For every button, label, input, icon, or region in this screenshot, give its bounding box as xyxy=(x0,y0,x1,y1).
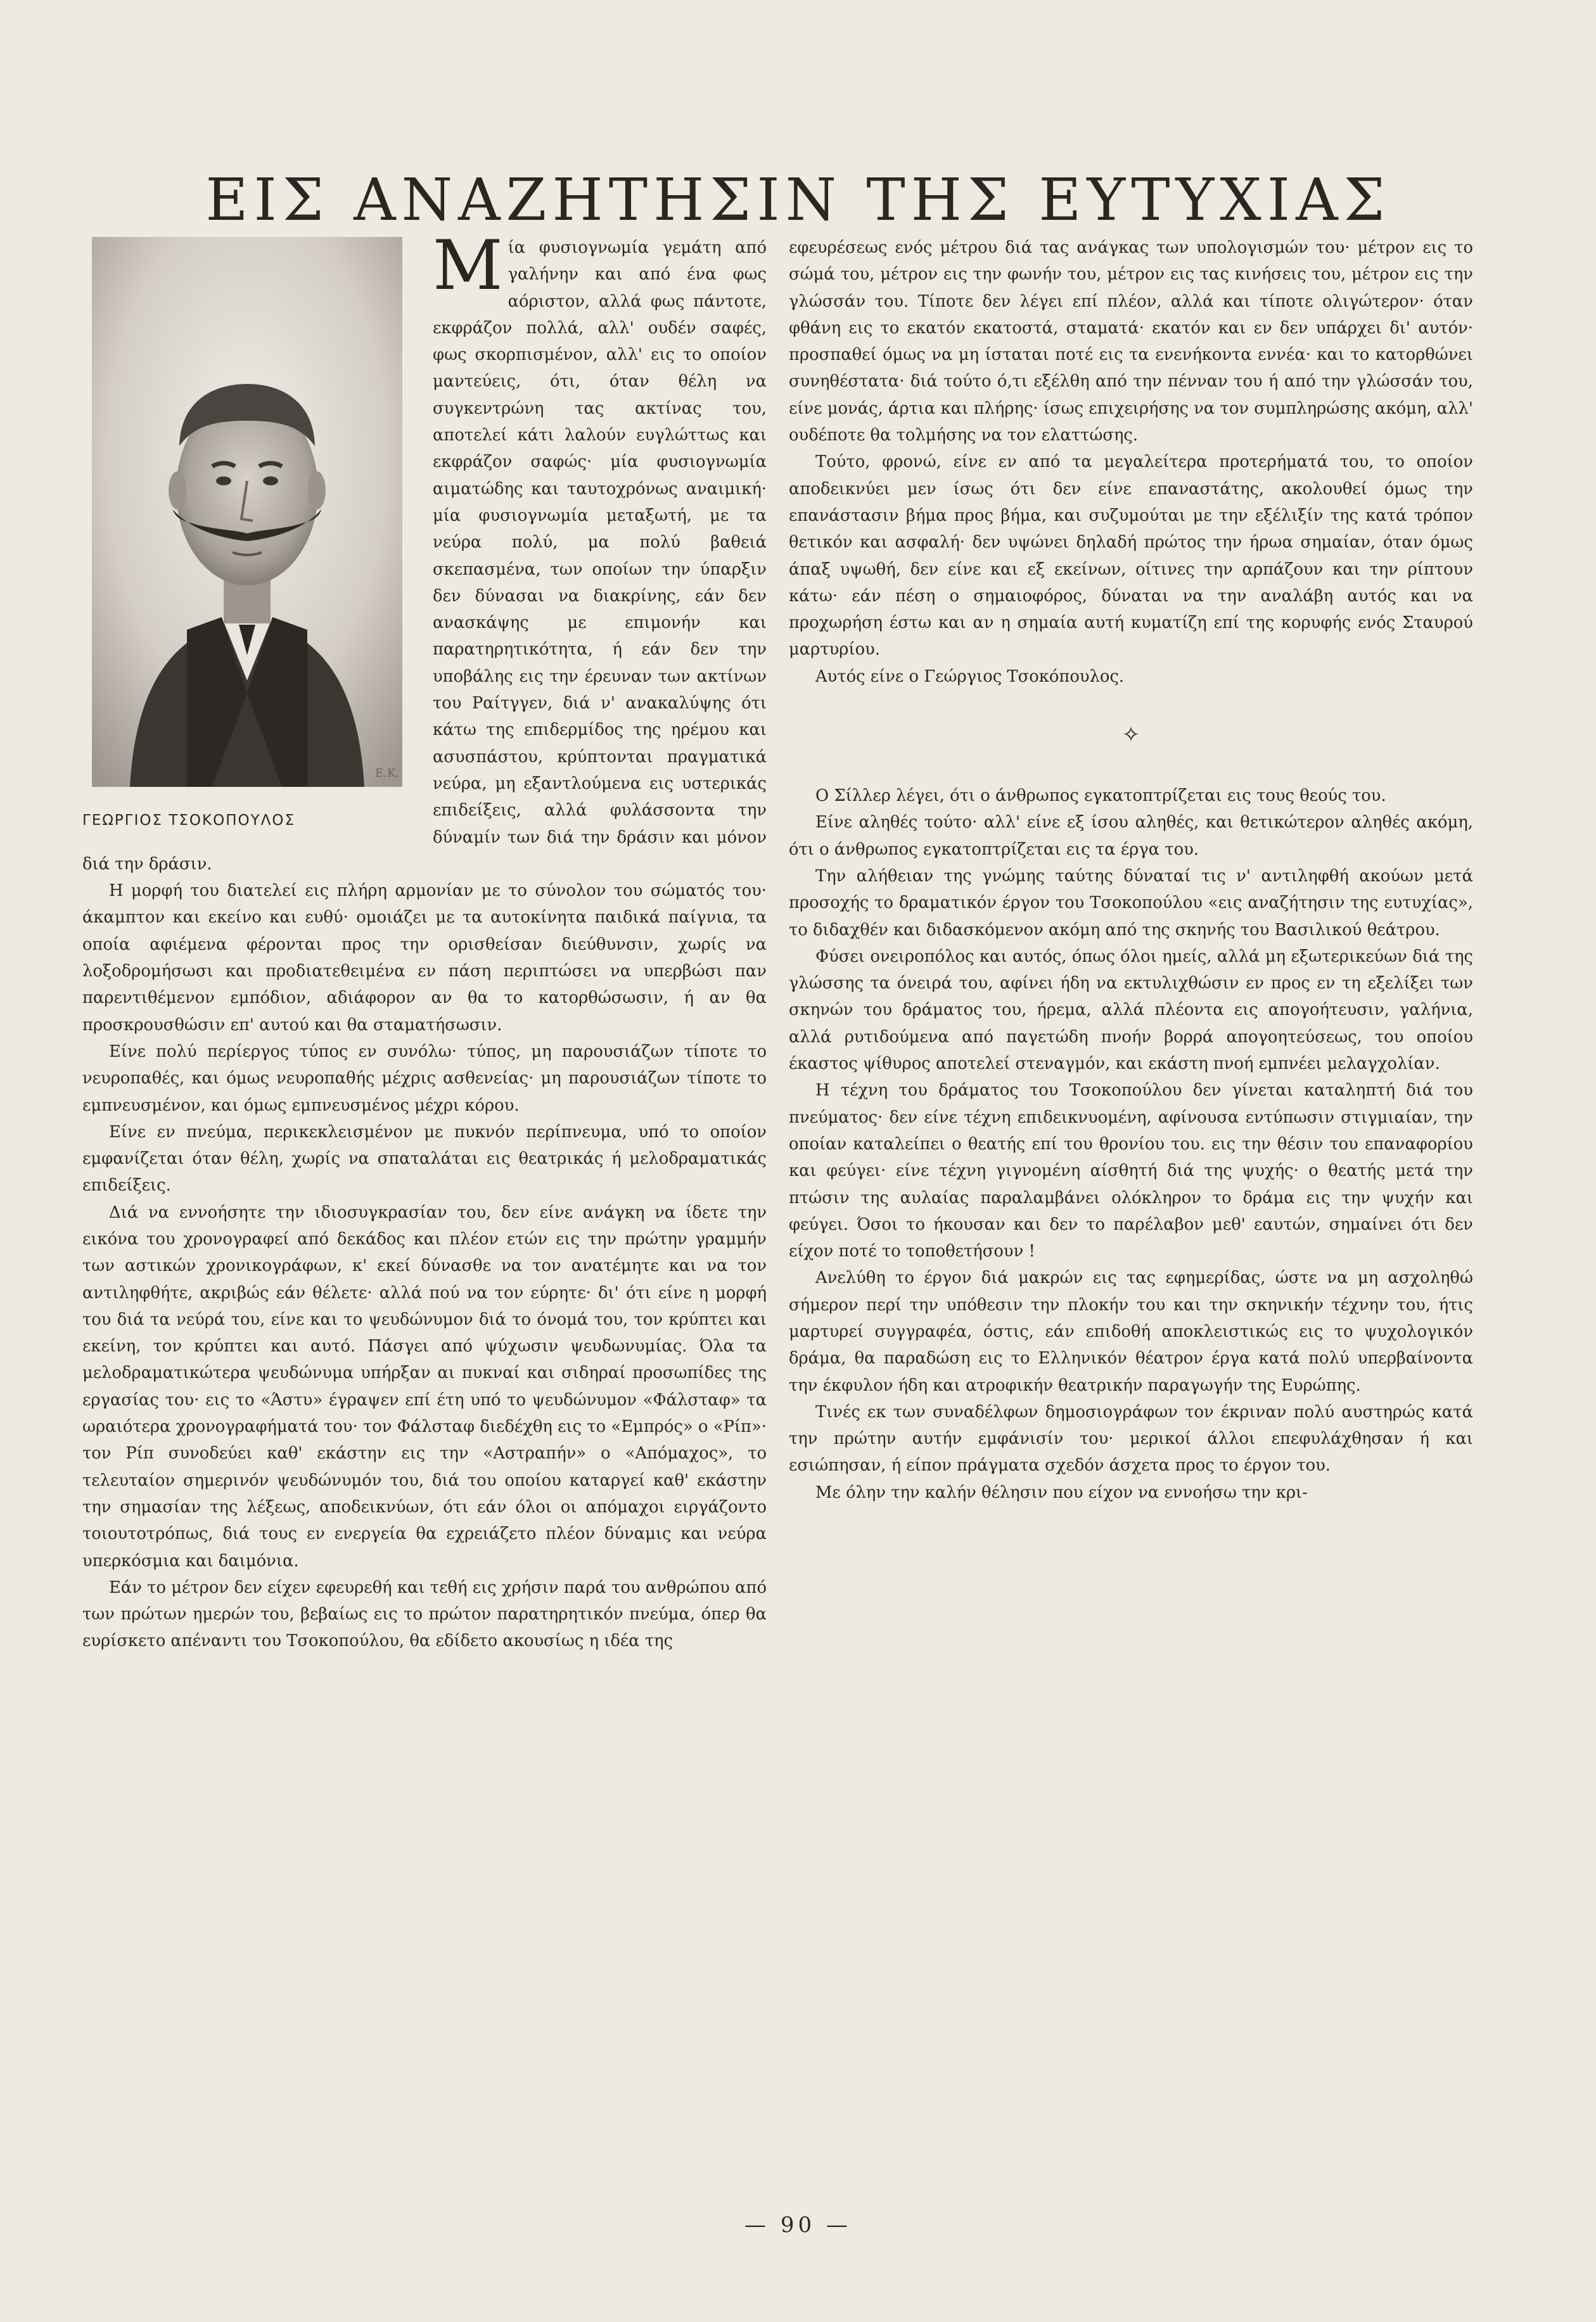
article-paragraph: ία φυσιογνωμία γεμάτη από γαλήνην και από ένα φως αόριστον, αλλά φως πάντοτε, εκφράζον πολλά, αλλ' ουδέν σαφές, φως σκορπισμένον, αλλ' εις το οποίον μαντεύεις, ότι, όταν θέλη να συγκεντρώνη τας ακτίνας του, αποτελεί κάτι λαλούν ευγλώττως και εκφράζον σαφώς· μία φυσιογνωμία αιματώδης και ταυτοχρόνως αναιμική· μία φυσιογνωμία μεταξωτή, με τα νεύρα πολύ, μα πολύ βαθειά σκεπασμένα, των οποίων την ύπαρξιν δεν δύνασαι να διακρίνης, εάν δεν ανασκάψης με επιμονήν και παρατηρητικότητα, ή εάν δεν την υποβάλης εις την έρευναν των ακτίνων του Ραίτγγεν, διά ν' ανακαλύψης ότι κάτω της επιδερμίδος της ηρέμου και ασυσπάστου, κρύπτονται πραγματικά νεύρα, μη εξαντλούμενα εις υστερικάς επιδείξεις, αλλά φυλάσσοντα την δύναμίν των διά την δράσιν και μόνον διά την δράσιν. xyxy=(82,238,767,874)
article-paragraph: Με όλην την καλήν θέλησιν που είχον να εννοήσω την κρι- xyxy=(815,1483,1308,1502)
article-paragraph: Η μορφή του διατελεί εις πλήρη αρμονίαν με το σύνολον του σώματός του· άκαμπτον και εκείνο και ευθύ· ομοιάζει με τα αυτοκίνητα παιδικά παίγνια, τα οποία αφιέμενα φέρονται προς την ορισθείσαν διεύθυνσιν, χωρίς να λοξοδρομήσωσι και προδιατεθειμένα εν πάση περιπτώσει να υπερβώσι παν παρεντιθέμενον εμπόδιον, αδιάφορον αν θα το κατορθώσωσιν, ή αν θα προσκρουσθώσιν επ' αυτού και θα σταματήσωσιν. xyxy=(82,881,767,1035)
section-ornament: ✧ xyxy=(1121,722,1140,748)
portrait-figure xyxy=(82,237,415,829)
portrait-caption: ΓΕΩΡΓΙΟΣ ΤΣΟΚΟΠΟΥΛΟΣ xyxy=(82,812,296,829)
article-paragraph: Διά να εννοήσητε την ιδιοσυγκρασίαν του, δεν είνε ανάγκη να ίδετε την εικόνα του χρονογραφεί από δεκάδος και πλέον ετών εις την πρώτην γραμμήν των αστικών χρονικογράφων, κ' εκεί δύνασθε να τον ανατέμητε και να τον αντιληφθήτε, ακριβώς εάν θέλετε· αλλά πού να τον εύρητε· δι' ότι είνε η μορφή του διά τα νεύρά του, είνε και το ψευδώνυμον διά το όνομά του, τον κρύπτει και εκείνη, τον κρύπτει και αυτό. Πάσγει από ψύχωσιν ψευδωνυμίας. Όλα τα μελοδραματικώτερα ψευδώνυμα υπήρξαν αι πυκναί και σιδηραί προσωπίδες της εργασίας του· εις το «Άστυ» έγραψεν επί έτη υπό το ψευδώνυμον «Φάλσταφ» τα ωραιότερα χρονογραφήματά του· τον Φάλσταφ διεδέχθη εις το «Εμπρός» ο «Ρίπ»· τον Ρίπ συνοδεύει καθ' εκάστην εις την «Αστραπήν» ο «Απόμαχος», το τελευταίον σημερινόν ψευδώνυμόν του, διά του οποίου καταργεί καθ' εκάστην την σημασίαν της λέξεως, αποδεικνύων, ότι εάν όλοι οι απόμαχοι ειργάζοντο τοιουτοτρόπως, διά τους εν ενεργεία θα εχρειάζετο πλέον δύναμις και νεύρα υπερκόσμια και δαιμόνια. xyxy=(82,1202,767,1571)
photo-monogram: E.K. xyxy=(375,767,400,780)
article-paragraph: εφευρέσεως ενός μέτρου διά τας ανάγκας των υπολογισμών του· μέτρον εις το σώμά του, μέτρον εις την φωνήν του, μέτρον εις τας κινήσεις του, μέτρον εις την γλώσσάν του. Τίποτε δεν λέγει επί πλέον, αλλά και τίποτε ολιγώτερον· όταν φθάνη εις το εκατόν εκατοστά, σταματά· εκατόν και εν δεν υπάρχει δι' αυτόν· προσπαθεί όμως να μη ίσταται ποτέ εις τα ενενήκοντα εννέα· και το κατορθώνει συνηθέστατα· διά τούτο ό,τι εξέλθη από την πένναν του ή από την γλώσσάν του, είνε μονάς, άρτια και πλήρης· ίσως επιχειρήσης να τον συμπληρώσης ακόμη, αλλ' ουδέποτε θα τολμήσης να τον ελαττώσης. xyxy=(789,238,1473,445)
article-paragraph: Τινές εκ των συναδέλφων δημοσιογράφων τον έκριναν πολύ αυστηρώς κατά την πρώτην αυτήν εμφάνισίν του· μερικοί άλλοι επεφυλάχθησαν ή και εσιώπησαν, ή είπον πράγματα σχεδόν άσχετα προς το έργον του. xyxy=(789,1402,1473,1476)
article-paragraph: Αυτός είνε ο Γεώργιος Τσοκόπουλος. xyxy=(815,667,1125,686)
article-paragraph: Είνε αληθές τούτο· αλλ' είνε εξ ίσου αληθές, και θετικώτερον αληθές ακόμη, ότι ο άνθρωπος εγκατοπτρίζεται εις τα έργα του. xyxy=(789,813,1473,859)
article-paragraph: Φύσει ονειροπόλος και αυτός, όπως όλοι ημείς, αλλά μη εξωτερικεύων διά της γλώσσης τα όνειρά του, αφίνει ήδη να εκτυλιχθώσιν εν προς εν τη εξελίξει των σκηνών του δράματος του, ήρεμα, αλλά πλέοντα εις απογοήτευσιν, γαλήνια, αλλά ρυτιδούμενα από παγετώδη πνοήν βορρά απογοητεύσεως, του οποίου έκαστος ψίθυρος αποτελεί στεναγμόν, και εκάστη πνοή εμπνέει μελαγχολίαν. xyxy=(789,947,1473,1074)
left-column xyxy=(82,226,767,1655)
page-title: ΕΙΣ ΑΝΑΖΗΤΗΣΙΝ ΤΗΣ ΕΥΤΥΧΙΑΣ xyxy=(205,165,1391,234)
article-paragraph: Είνε εν πνεύμα, περικεκλεισμένον με πυκνόν περίπνευμα, υπό το οποίον εμφανίζεται όταν θέλη, χωρίς να σπαταλάται εις θεατρικάς ή μελοδραματικάς επιδείξεις. xyxy=(82,1122,767,1196)
portrait-illustration xyxy=(92,237,402,787)
article-paragraph: Ανελύθη το έργον διά μακρών εις τας εφημερίδας, ώστε να μη ασχοληθώ σήμερον περί την υπόθεσιν την πλοκήν του και την σκηνικήν τέχνην του, ήτις μαρτυρεί συγγραφέα, όστις, εάν επιδοθή αποκλειστικώς εις το ψυχολογικόν δράμα, θα παραδώση εις το Ελληνικόν θέατρον έργα κατά πολύ υπερβαίνοντα την έκφυλον ήδη και ατροφικήν θεατρικήν παραγωγήν της Ευρώπης. xyxy=(789,1268,1473,1395)
article-paragraph: Ο Σίλλερ λέγει, ότι ο άνθρωπος εγκατοπτρίζεται εις τους θεούς του. xyxy=(815,786,1386,806)
article-paragraph: Εάν το μέτρον δεν είχεν εφευρεθή και τεθή εις χρήσιν παρά του ανθρώπου από των πρώτων ημερών του, βεβαίως εις το πρώτον παρατηρητικόν πνεύμα, όπερ θα ευρίσκετο απέναντι του Τσοκοπούλου, θα εδίδετο ακουσίως η ιδέα της xyxy=(82,1578,767,1651)
article-paragraph: Την αλήθειαν της γνώμης ταύτης δύναταί τις ν' αντιληφθή ακούων μετά προσοχής το δραματικόν έργον του Τσοκοπούλου «εις αναζήτησιν της ευτυχίας», το διδαχθέν και διδασκόμενον ακόμη από της σκηνής του Βασιλικού θεάτρου. xyxy=(789,866,1473,940)
article-paragraph: Τούτο, φρονώ, είνε εν από τα μεγαλείτερα προτερήματά του, το οποίον αποδεικνύει μεν ίσως ότι δεν είνε επαναστάτης, ακολουθεί όμως την επανάστασιν βήμα προς βήμα, και συζυμούται με την εξέλιξίν της κατά τρόπον θετικόν και ασφαλή· δεν υψώνει δηλαδή πρώτος την ήρωα σημαίαν, όταν όμως άπαξ υψωθή, δεν είνε και εξ εκείνων, οίτινες την αρπάζουν και την ρίπτουν κάτω· εάν πέση ο σημαιοφόρος, δύναται να την αναλάβη αυτός και να προχωρήση έστω και αν η σημαία αυτή κυματίζη επί της κορυφής ενός Σταυρού μαρτυρίου. xyxy=(789,452,1473,660)
right-column xyxy=(789,234,1473,1506)
article-paragraph: Η τέχνη του δράματος του Τσοκοπούλου δεν γίνεται καταληπτή διά του πνεύματος· δεν είνε τέχνη επιδεικνυομένη, αφίνουσα εντύπωσιν στιγμιαίαν, την οποίαν καταλείπει ο θεατής επί του θρονίου του. εις την θέσιν του επαναφορίου και φεύγει· είνε τέχνη γιγνομένη αίσθητή διά της ψυχής· ο θεατής μετά την πτώσιν της αυλαίας παραλαμβάνει ολόκληρον το δράμα εις την ψυχήν και φεύγει. Όσοι το ήκουσαν και δεν το παρέλαβον μεθ' εαυτών, σημαίνει ότι δεν είχον ποτέ το τοποθετήσουν ! xyxy=(789,1081,1473,1261)
page-number: — 90 — xyxy=(744,2212,852,2238)
portrait-photo xyxy=(92,237,402,787)
drop-cap: Μ xyxy=(433,226,503,305)
article-paragraph: Είνε πολύ περίεργος τύπος εν συνόλω· τύπος, μη παρουσιάζων τίποτε το νευροπαθές, και όμως νευροπαθής μέχρις ασθενείας· μη παρουσιάζων τίποτε το εμπνευσμένον, και όμως εμπνευσμένος μέχρι κόρου. xyxy=(82,1042,767,1115)
